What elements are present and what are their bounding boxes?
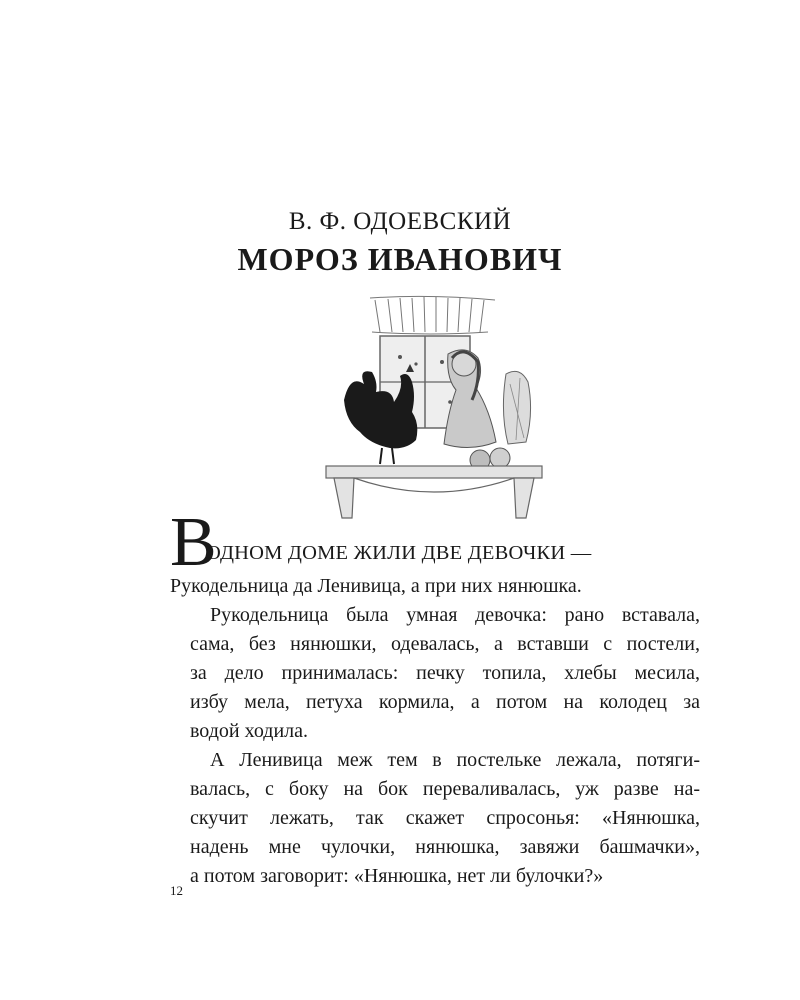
story-title: МОРОЗ ИВАНОВИЧ: [237, 241, 563, 277]
text-line: избу мела, петуха кормила, а потом на колодец за: [190, 691, 700, 713]
text-line: надень мне чулочки, нянюшка, завяжи башмачки»,: [190, 836, 700, 858]
story-text: [170, 504, 700, 891]
page-number: 12: [170, 883, 183, 898]
text-line: а потом заговорит: «Нянюшка, нет ли булочки?»: [190, 865, 604, 887]
text-line: А Ленивица меж тем в постельке лежала, потяги-: [210, 749, 700, 771]
rooster-and-girl-at-window-illustration: [320, 292, 550, 522]
text-line: валась, с боку на бок переваливалась, уж разве на-: [190, 778, 700, 800]
text-line: Рукодельница была умная девочка: рано вставала,: [210, 604, 700, 626]
text-line: скучит лежать, так скажет спросонья: «Нянюшка,: [190, 807, 700, 829]
paragraph-2: [170, 601, 700, 746]
author-name: В. Ф. ОДОЕВСКИЙ: [288, 208, 512, 235]
text-line: сама, без нянюшки, одевалась, а вставши с постели,: [190, 633, 700, 655]
text-line: Рукодельница да Ленивица, а при них нянюшка.: [170, 575, 582, 597]
drop-cap: В: [170, 504, 217, 581]
paragraph-3: [170, 746, 700, 891]
opening-line-text: ОДНОМ ДОМЕ ЖИЛИ ДВЕ ДЕВОЧКИ —: [206, 542, 592, 564]
text-line: водой ходила.: [190, 720, 309, 742]
paragraph-1: [170, 572, 700, 601]
text-line: за дело принималась: печку топила, хлебы месила,: [190, 662, 700, 684]
opening-line: [170, 504, 700, 581]
